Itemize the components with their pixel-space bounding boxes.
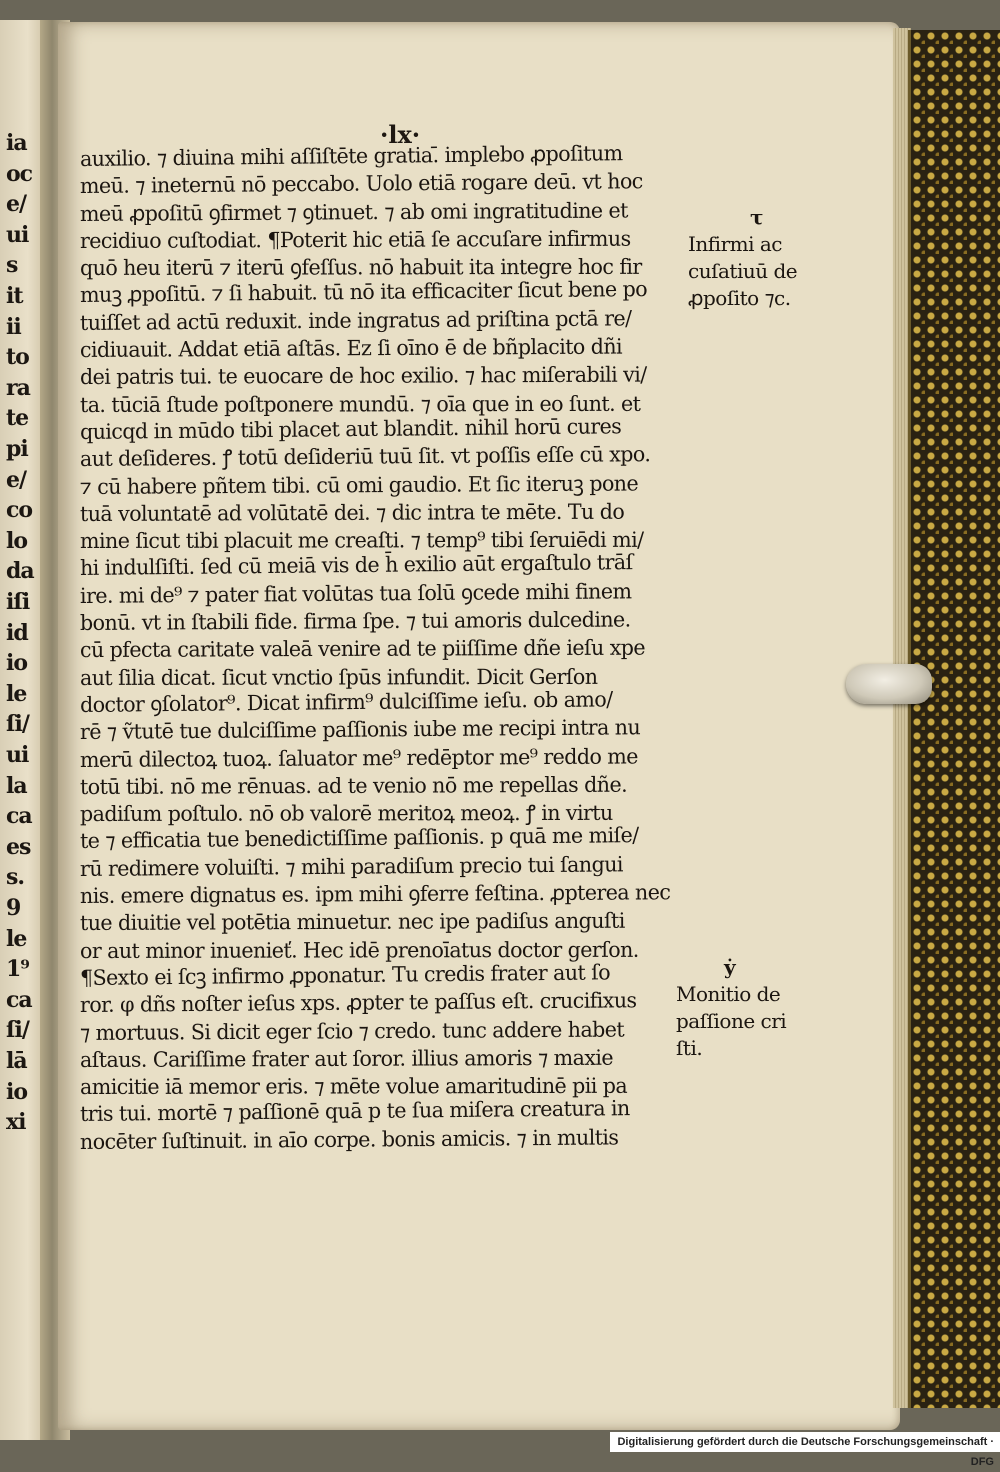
left-page-fragment: iſi (6, 589, 30, 615)
text-line: ⁊ mortuus. Si dicit eger ſcio ⁊ credo. tunc addere habet (79, 1017, 625, 1045)
text-line: aſtaus. Cariſſime frater aut ſoror. illius amoris ⁊ maxie (79, 1045, 614, 1072)
left-page-fragment: co (6, 497, 33, 524)
text-line: tuiſſet ad actū reduxit. inde ingratus ad priſtina pctā re/ (79, 306, 632, 335)
left-page-fragment: e/ (6, 191, 27, 218)
text-line: te ⁊ efficatia tue benedictiſſime paſſionis. p quā me miſe/ (79, 823, 639, 854)
text-line: rē ⁊ ṽtutē tue dulciſſime paſſionis iube me recipi intra nu (79, 715, 641, 745)
text-line: bonū. vt in ſtabili fide. firma ſpe. ⁊ tui amoris dulcedine. (79, 607, 631, 636)
text-line: tris tui. mortē ⁊ paſſionē quā p te ſua miſera creatura in (79, 1096, 630, 1127)
left-page-fragment: ca (6, 803, 32, 830)
margin-mark-2: ẏ (724, 955, 736, 979)
text-line: cidiuauit. Addat etiā aſtās. Ez ſi oīno ē de bñplacito dñi (79, 334, 623, 363)
left-page-fragment: oc (6, 160, 33, 187)
text-line: hi indulſiſti. ſed cū meiā vis de h̄ exilio aūt ergaſtulo trāſ (79, 550, 633, 581)
left-page-fragment: it (6, 283, 23, 309)
margin-note-2-line-2: paſſione cri (676, 1009, 787, 1033)
left-page-fragment: ſi/ (6, 711, 29, 738)
left-page-fragment: ra (6, 374, 30, 401)
left-page-fragment: s. (6, 864, 25, 891)
text-line: rū redimere voluiſti. ⁊ mihi paradiſum precio tui ſangui (79, 852, 623, 881)
text-line: ta. tūciā ſtude poſtponere mundū. ⁊ oīa que in eo ſunt. et (79, 391, 641, 417)
left-page-fragment: id (6, 619, 28, 646)
margin-note-1-line-2: cuſatiuū de (688, 259, 798, 283)
text-line: or aut minor inuenieť. Hec idē prenoīatus doctor gerſon. (79, 937, 639, 963)
margin-note-1-line-3: ꝓpoſito ⁊c. (688, 286, 791, 310)
left-page-fragment: la (6, 772, 27, 799)
text-line: nocēter ſuſtinuit. in aīo corpe. bonis amicis. ⁊ in multis (79, 1125, 619, 1154)
left-page-fragment: s (6, 252, 18, 279)
text-line: ⁊ cū habere pñtem tibi. cū omi gaudio. Et ſic iteruꝫ pone (79, 470, 639, 499)
left-page-fragment: da (6, 558, 34, 585)
text-line: meū ꝓpoſitū ꝯfirmet ⁊ ꝯtinuet. ⁊ ab omi ingratitudine et (79, 198, 628, 226)
left-page-fragment: e/ (6, 466, 27, 493)
text-line: aut deſideres. ꝭ totū deſideriū tuū ſit. vt poſſis eſſe cū xpo. (79, 442, 651, 472)
text-line: totū tibi. nō me rēnuas. ad te venio nō me repellas dñe. (79, 772, 628, 799)
left-page-fragment: ii (6, 313, 21, 340)
left-page-fragment: xi (6, 1109, 26, 1136)
left-page-fragment: le (6, 925, 27, 952)
left-page-fragment: 9 (6, 895, 21, 921)
left-page-fragment: te (6, 405, 29, 432)
left-page-fragment: es (6, 833, 31, 860)
text-line: amicitie iā memor eris. ⁊ mēte volue amaritudinē pii pa (79, 1073, 628, 1100)
text-line: recidiuo cuſtodiat. ¶Poterit hic etiā ſe accuſare infirmus (79, 226, 631, 253)
margin-note-1 (688, 204, 797, 312)
left-page-fragment: 1⁹ (6, 956, 29, 983)
margin-note-2-line-1: Monitio de (676, 982, 781, 1006)
main-text-block (79, 141, 680, 1156)
margin-note-1-line-1: Infirmi ac (688, 232, 782, 256)
text-line: quicqd in mūdo tibi placet aut blandit. nihil horū cures (79, 414, 622, 444)
text-line: ¶Sexto ei ſcꝫ infirmo ꝓponatur. Tu credis frater aut ſo (79, 960, 611, 990)
left-page-fragment: ca (6, 986, 32, 1013)
digitization-credit: Digitalisierung gefördert durch die Deutsche Forschungsgemeinschaft · DFG (610, 1432, 1000, 1452)
margin-note-2-line-3: ſti. (676, 1036, 703, 1060)
text-line: aut ſilia dicat. ſicut vnctio ſpūs infundit. Dicit Gerſon (79, 664, 598, 690)
left-page-fragment: lā (6, 1048, 27, 1074)
margin-mark-1: τ (750, 205, 763, 229)
text-line: quō heu iterū ⁊ iterū ꝯfeſſus. nō habuit ita integre hoc fir (79, 254, 642, 281)
folio-number: ·lx· (380, 120, 421, 149)
text-line: nis. emere dignatus es. ipm mihi ꝯferre feſtina. ꝓpterea nec (79, 880, 671, 909)
text-line: merū dilectoꝝ tuoꝝ. ſaluator me⁹ redēptor me⁹ reddo me (79, 743, 638, 772)
left-page-fragment: ia (6, 130, 27, 156)
text-line: doctor ꝯſolator⁹. Dicat infirm⁹ dulciſſime ieſu. ob amo/ (79, 687, 613, 717)
text-line: cū pfecta caritate valeā venire ad te piiſſime dñe ieſu xpe (79, 635, 646, 663)
text-line: mine ſicut tibi placuit me creaſti. ⁊ temp⁹ tibi ſeruiēdi mi/ (79, 527, 644, 554)
left-page-fragment: le (6, 680, 27, 707)
text-line: auxilio. ⁊ diuina mihi aſſiſtēte gratia.̄ implebo ꝓpoſitum (79, 141, 623, 171)
margin-note-2 (676, 954, 786, 1062)
left-page-fragment: ui (6, 221, 29, 248)
text-line: dei patris tui. te euocare de hoc exilio. ⁊ hac miſerabili vi/ (79, 362, 647, 390)
text-line: padiſum poſtulo. nō ob valorē meritoꝝ meoꝝ. ꝭ in virtu (79, 800, 613, 827)
left-page-fragment: to (6, 344, 29, 371)
text-line: tue diuitie vel potētia minuetur. nec ipe padiſus anguſti (79, 908, 625, 936)
left-page-fragment: lo (6, 527, 28, 554)
left-page-fragment: io (6, 650, 28, 677)
left-page-fragment: pi (6, 436, 28, 462)
left-page-fragment: ſi/ (6, 1017, 29, 1044)
text-line: ire. mi de⁹ ⁊ pater fiat volūtas tua ſolū ꝯcede mihi finem (79, 579, 632, 608)
text-line: ror. φ dñs noſter ieſus xps. ꝓpter te paſſus eſt. crucifixus (79, 988, 637, 1018)
bookmark-clip (846, 664, 932, 704)
left-page-fragment: io (6, 1078, 28, 1105)
text-line: tuā voluntatē ad volūtatē dei. ⁊ dic intra te mēte. Tu do (79, 499, 625, 526)
text-line: meū. ⁊ ineternū nō peccabo. Uolo etiā rogare deū. vt hoc (79, 169, 643, 199)
left-page-fragment: ui (6, 742, 29, 768)
text-line: muꝫ ꝓpoſitū. ⁊ ſi habuit. tū nō ita efficaciter ſicut bene po (79, 277, 648, 308)
gilded-cover-border (908, 30, 1000, 1408)
